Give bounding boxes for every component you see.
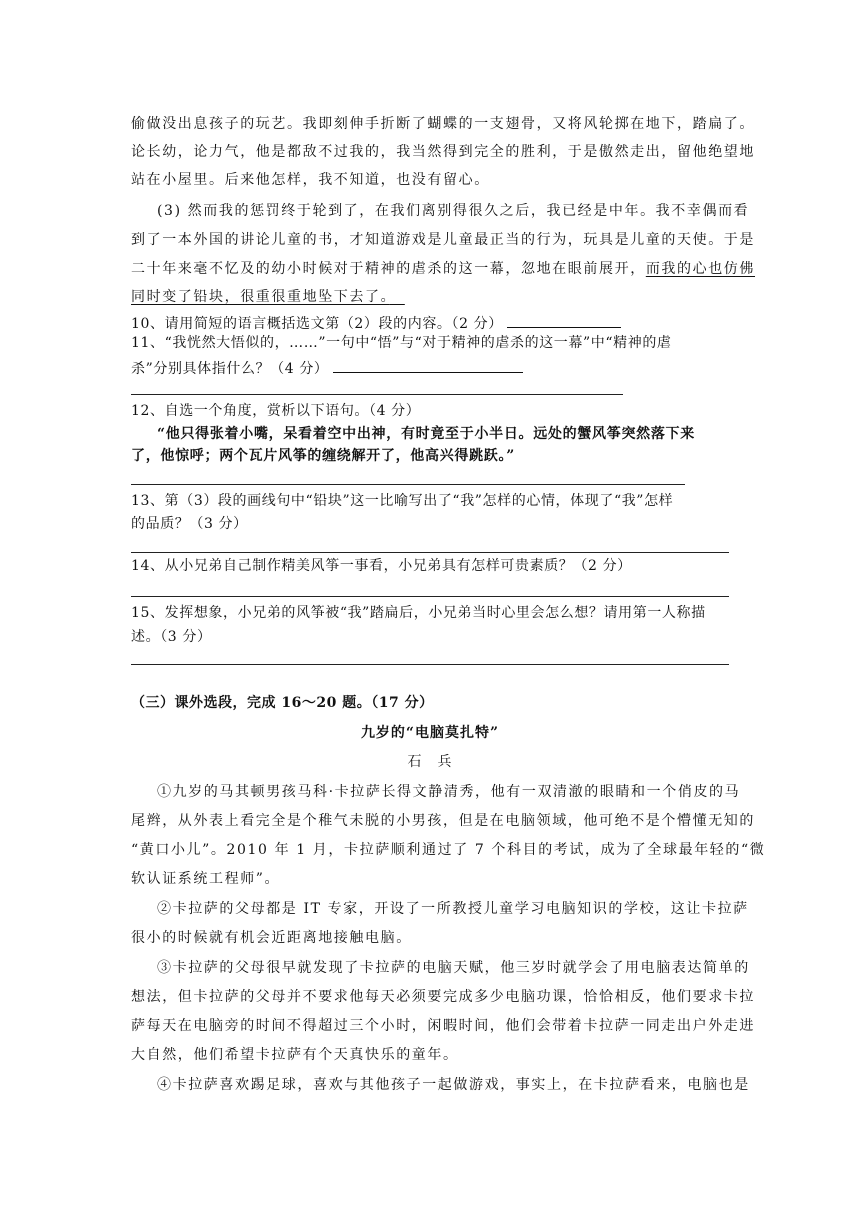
answer-line[interactable] — [131, 596, 729, 597]
article-paragraph-3-line: ③卡拉萨的父母很早就发现了卡拉萨的电脑天赋，他三岁时就学会了用电脑表达简单的 — [157, 960, 750, 976]
question-10-text: 10、请用简短的语言概括选文第（2）段的内容。（2 分） — [131, 316, 503, 332]
article-paragraph-3-line: 想法，但卡拉萨的父母并不要求他每天必须要完成多少电脑功课，恰恰相反，他们要求卡拉 — [131, 989, 755, 1005]
passage-line: 站在小屋里。后来他怎样，我不知道，也没有留心。 — [131, 172, 490, 188]
answer-line[interactable] — [131, 664, 729, 665]
passage-line: 论长幼，论力气，他是都敌不过我的，我当然得到完全的胜利，于是傲然走出，留他绝望地 — [131, 144, 755, 160]
question-12-quote: 了，他惊呼；两个瓦片风筝的缠绕解开了，他高兴得跳跃。” — [131, 448, 515, 464]
answer-line[interactable] — [131, 484, 685, 485]
question-13-line: 13、第（3）段的画线句中“铅块”这一比喻写出了“我”怎样的心情，体现了“我”怎样 — [131, 493, 674, 509]
question-14: 14、从小兄弟自己制作精美风筝一事看，小兄弟具有怎样可贵素质？（2 分） — [131, 558, 632, 574]
question-15-line: 15、发挥想象，小兄弟的风筝被“我”踏扁后，小兄弟当时心里会怎么想？请用第一人称描 — [131, 605, 706, 621]
passage-text: 二十年来毫不忆及的幼小时候对于精神的虐杀的这一幕，忽地在眼前展开， — [131, 261, 646, 277]
underline-tail — [389, 289, 405, 305]
question-10 — [131, 312, 731, 334]
article-paragraph-1-line: 尾辫，从外表上看完全是个稚气未脱的小男孩，但是在电脑领域，他可绝不是个懵懂无知的 — [131, 813, 755, 829]
question-15-line: 述。（3 分） — [131, 629, 212, 645]
article-paragraph-2-line: ②卡拉萨的父母都是 IT 专家，开设了一所教授儿童学习电脑知识的学校，这让卡拉萨 — [157, 901, 749, 917]
underlined-sentence: 而我的心也仿佛 — [645, 261, 756, 277]
article-paragraph-1-line: ①九岁的马其顿男孩马科·卡拉萨长得文静清秀，他有一双清澈的眼睛和一个俏皮的马 — [157, 784, 741, 800]
question-11-line — [131, 357, 731, 379]
question-12: 12、自选一个角度，赏析以下语句。（4 分） — [131, 403, 421, 419]
question-12-quote: “他只得张着小嘴，呆看着空中出神，有时竟至于小半日。远处的蟹风筝突然落下来 — [157, 426, 695, 442]
article-paragraph-2-line: 很小的时候就有机会近距离地接触电脑。 — [131, 930, 412, 946]
article-paragraph-1-line: “黄口小儿”。2010 年 1 月，卡拉萨顺利通过了 7 个科目的考试，成为了全球最年轻的“微 — [131, 842, 766, 858]
answer-line[interactable] — [131, 394, 623, 395]
passage-paragraph-3-line: (3) 然而我的惩罚终于轮到了，在我们离别得很久之后，我已经是中年。我不幸偶而看 — [157, 203, 750, 219]
article-paragraph-3-line: 大自然，他们希望卡拉萨有个天真快乐的童年。 — [131, 1047, 459, 1063]
article-author: 石 兵 — [407, 754, 453, 770]
article-paragraph-4-line: ④卡拉萨喜欢踢足球，喜欢与其他孩子一起做游戏，事实上，在卡拉萨看来，电脑也是 — [157, 1077, 750, 1093]
article-paragraph-3-line: 萨每天在电脑旁的时间不得超过三个小时，闲暇时间，他们会带着卡拉萨一同走出户外走进 — [131, 1018, 755, 1034]
article-title: 九岁的“电脑莫扎特” — [360, 725, 500, 741]
passage-paragraph-3-line — [131, 287, 731, 307]
section-3-header: （三）课外选段，完成 16～20 题。（17 分） — [131, 695, 434, 711]
passage-paragraph-3-line: 到了一本外国的讲论儿童的书，才知道游戏是儿童最正当的行为，玩具是儿童的天使。于是 — [131, 232, 755, 248]
answer-blank[interactable] — [333, 357, 523, 373]
passage-line: 偷做没出息孩子的玩艺。我即刻伸手折断了蝴蝶的一支翅骨，又将风轮掷在地下，踏扁了。 — [131, 116, 755, 132]
answer-blank[interactable] — [507, 312, 621, 328]
answer-line[interactable] — [131, 552, 729, 553]
article-paragraph-1-line: 软认证系统工程师”。 — [131, 871, 281, 887]
question-11-text: 杀”分别具体指什么？（4 分） — [131, 361, 329, 377]
question-13-line: 的品质？（3 分） — [131, 516, 248, 532]
underlined-sentence: 同时变了铅块，很重很重地坠下去了。 — [131, 289, 390, 305]
passage-paragraph-3-line — [131, 259, 756, 279]
question-11-line: 11、“我恍然大悟似的，……”一句中“悟”与“对于精神的虐杀的这一幕”中“精神的虐 — [131, 335, 672, 351]
